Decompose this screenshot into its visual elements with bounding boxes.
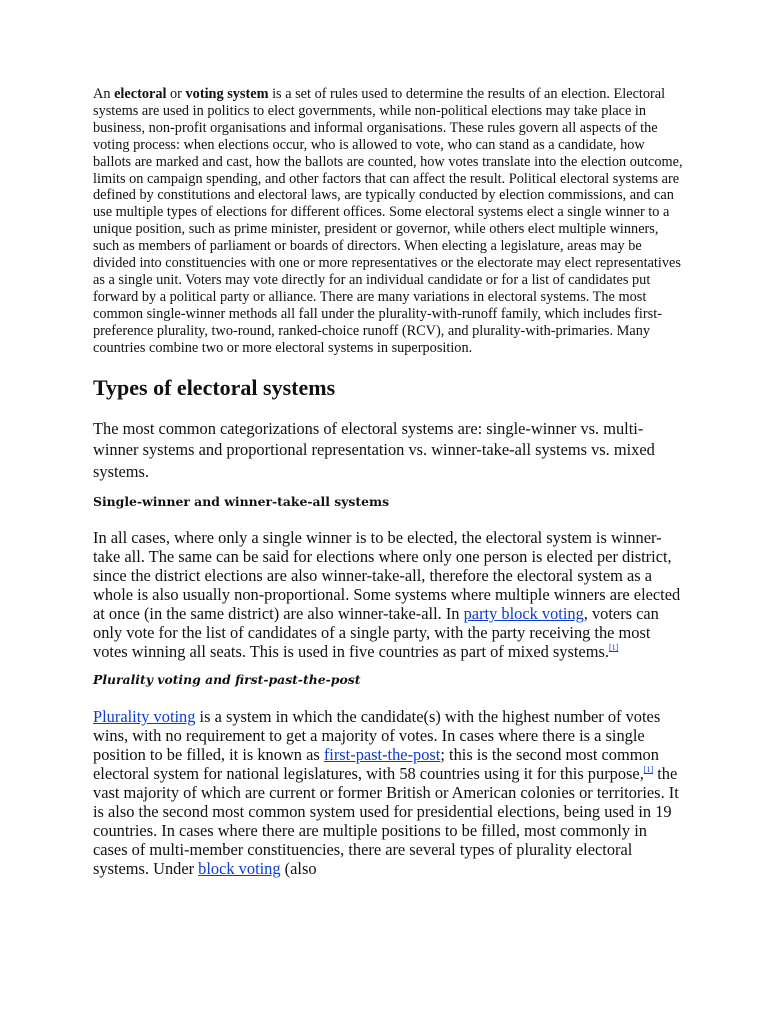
paragraph-text: the vast majority of which are current or former British or American colonies or territories. It is also the second most common system used for presidential elections, being used in 19 countries. In cases where there are multiple positions to be filled, most commonly in cases of multi-member constituencies, there are several types of plurality electoral systems. Under: [93, 764, 679, 879]
subheading-plurality: Plurality voting and first-past-the-post: [93, 672, 361, 688]
bold-term-electoral: electoral: [114, 86, 167, 102]
citation-link[interactable]: [1]: [643, 765, 654, 775]
plurality-paragraph: [93, 707, 683, 878]
intro-text: An: [93, 86, 115, 102]
subheading-single-winner: Single-winner and winner-take-all systems: [93, 494, 390, 510]
bold-term-voting-system: voting system: [185, 86, 269, 102]
link-block-voting[interactable]: block voting: [198, 859, 281, 879]
intro-text: is a set of rules used to determine the results of an election. Electoral systems are used in politics to elect governments, while non-political elections may take place in business, non-profit organisations and informal organisations. These rules govern all aspects of the voting process: when elections occur, who is allowed to vote, who can stand as a candidate, how ballots are marked and cast, how the ballots are counted, how votes translate into the election outcome, limits on campaign spending, and other factors that can affect the result. Political electoral systems are defined by constitutions and electoral laws, are typically conducted by election commissions, and can use multiple types of elections for different offices. Some electoral systems elect a single winner to a unique position, such as prime minister, president or governor, while others elect multiple winners, such as members of parliament or boards of directors. When electing a legislature, areas may be divided into constituencies with one or more representatives or the electorate may elect representatives as a single unit. Voters may vote directly for an individual candidate or for a list of candidates put forward by a political party or alliance. There are many variations in electoral systems. The most common single-winner methods all fall under the plurality-with-runoff family, which includes first-preference plurality, two-round, ranked-choice runoff (RCV), and plurality-with-primaries. Many countries combine two or more electoral systems in superposition.: [93, 86, 683, 356]
paragraph-text: (also: [280, 859, 317, 879]
link-plurality-voting[interactable]: Plurality voting: [93, 707, 196, 727]
citation-link[interactable]: [1]: [608, 643, 619, 653]
link-first-past-the-post[interactable]: first-past-the-post: [323, 745, 441, 765]
single-winner-paragraph: [93, 528, 683, 661]
paragraph-text: ; this is the second most common electoral system for national legislatures, with 58 countries using it for this purpose,: [93, 745, 659, 784]
paragraph-text: In all cases, where only a single winner is to be elected, the electoral system is winner-take all. The same can be said for elections where only one person is elected per district, since the district elections are also winner-take-all, therefore the electoral system as a whole is also usually non-proportional. Some systems where multiple winners are elected at once (in the same district) are also winner-take-all. In: [93, 528, 681, 624]
types-lead-paragraph: The most common categorizations of electoral systems are: single-winner vs. multi-winner systems and proportional representation vs. winner-take-all systems vs. mixed systems.: [93, 418, 655, 481]
link-party-block-voting[interactable]: party block voting: [463, 604, 584, 624]
section-heading-types: Types of electoral systems: [93, 374, 336, 400]
article: [93, 86, 683, 878]
paragraph-text: , voters can only vote for the list of candidates of a single party, with the party receiving the most votes winning all seats. This is used in five countries as part of mixed systems.: [93, 604, 659, 662]
intro-text: or: [166, 86, 186, 102]
intro-paragraph: [93, 86, 683, 357]
paragraph-text: is a system in which the candidate(s) with the highest number of votes wins, with no requirement to get a majority of votes. In cases where there is a single position to be filled, it is known as: [93, 707, 661, 765]
